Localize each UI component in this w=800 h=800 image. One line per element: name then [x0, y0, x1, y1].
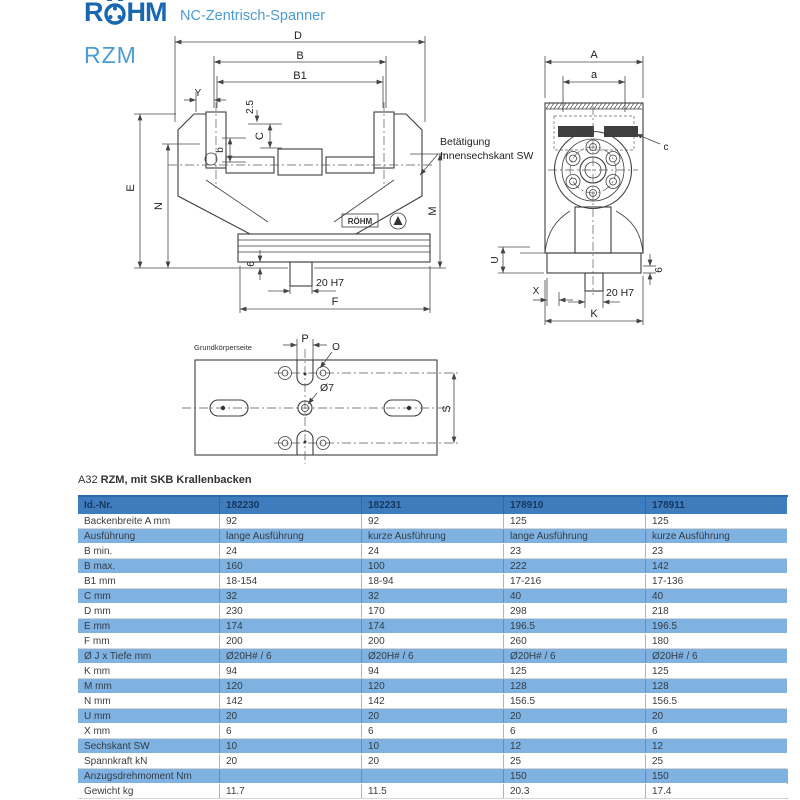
row-value: 170: [362, 604, 504, 619]
row-value: 40: [646, 589, 788, 604]
row-value: kurze Ausführung: [362, 529, 504, 544]
row-value: [220, 769, 362, 784]
table-row: [78, 529, 787, 544]
row-value: 11.7: [220, 784, 362, 799]
row-label: Ausführung: [78, 529, 220, 544]
row-label: D mm: [78, 604, 220, 619]
row-value: 20: [362, 754, 504, 769]
row-value: 150: [504, 769, 646, 784]
table-row: [78, 514, 787, 529]
row-label: X mm: [78, 724, 220, 739]
row-value: 260: [504, 634, 646, 649]
table-row: [78, 709, 787, 724]
row-value: 20.3: [504, 784, 646, 799]
dim-label-s: S: [441, 405, 453, 413]
logo-letter-r: R: [84, 0, 103, 27]
table-row: [78, 544, 787, 559]
dim-label-a-cap: A: [590, 49, 598, 61]
col-header-id: 178910: [504, 497, 646, 514]
row-value: lange Ausführung: [504, 529, 646, 544]
row-value: 125: [646, 664, 788, 679]
roehm-chuck-icon: [103, 0, 127, 27]
row-value: 6: [362, 724, 504, 739]
logo-letters-hm: HM: [126, 0, 167, 27]
row-value: 25: [504, 754, 646, 769]
table-caption: [78, 474, 252, 486]
page-title: NC-Zentrisch-Spanner: [180, 8, 326, 24]
dim-label-u: U: [490, 256, 501, 264]
row-value: 200: [362, 634, 504, 649]
row-value: 298: [504, 604, 646, 619]
row-value: 92: [362, 514, 504, 529]
row-value: 20: [362, 709, 504, 724]
row-value: Ø20H# / 6: [220, 649, 362, 664]
dim-label-20h7: 20 H7: [316, 277, 345, 289]
dim-label-y: Y: [194, 88, 202, 99]
row-value: 17-136: [646, 574, 788, 589]
table-row: [78, 754, 787, 769]
dim-label-20h7-side: 20 H7: [606, 287, 635, 299]
row-label: K mm: [78, 664, 220, 679]
row-value: 10: [220, 739, 362, 754]
col-header-id: 182230: [220, 497, 362, 514]
row-label: Ø J x Tiefe mm: [78, 649, 220, 664]
row-value: 160: [220, 559, 362, 574]
row-value: 94: [220, 664, 362, 679]
row-value: 32: [362, 589, 504, 604]
row-value: 230: [220, 604, 362, 619]
row-value: 128: [646, 679, 788, 694]
table-row: [78, 664, 787, 679]
dim-label-n: N: [153, 202, 165, 210]
row-label: Backenbreite A mm: [78, 514, 220, 529]
callout-actuation-line1: Betätigung: [440, 136, 491, 148]
dim-label-b1: B1: [293, 70, 307, 82]
table-row: [78, 634, 787, 649]
row-value: 32: [220, 589, 362, 604]
row-value: 20: [220, 754, 362, 769]
row-value: 40: [504, 589, 646, 604]
table-header-row: [78, 497, 787, 514]
row-value: 6: [646, 724, 788, 739]
dim-label-m: M: [427, 206, 439, 216]
row-label: N mm: [78, 694, 220, 709]
side-view-drawing: [480, 40, 780, 330]
dim-label-a-small: a: [590, 69, 598, 81]
row-value: Ø20H# / 6: [362, 649, 504, 664]
label-grundkoerperseite: Grundkörperseite: [194, 343, 252, 352]
row-value: 128: [504, 679, 646, 694]
dim-label-e: E: [125, 184, 137, 192]
mini-logo-text: RÖHM: [347, 217, 373, 226]
row-value: 6: [504, 724, 646, 739]
table-row: [78, 589, 787, 604]
row-value: 20: [504, 709, 646, 724]
spec-table-head: [78, 497, 787, 514]
callout-actuation-line2: Innensechskant SW: [440, 150, 534, 162]
row-value: 18-94: [362, 574, 504, 589]
table-row: [78, 679, 787, 694]
row-label: C mm: [78, 589, 220, 604]
row-value: 17-216: [504, 574, 646, 589]
row-label: E mm: [78, 619, 220, 634]
dim-label-dia7: Ø7: [320, 382, 335, 394]
row-value: 125: [504, 514, 646, 529]
col-header-label: Id.-Nr.: [78, 497, 220, 514]
row-value: 12: [646, 739, 788, 754]
dim-label-6: 6: [246, 261, 257, 267]
row-value: Ø20H# / 6: [646, 649, 788, 664]
row-value: 24: [362, 544, 504, 559]
row-value: 94: [362, 664, 504, 679]
row-value: 142: [220, 694, 362, 709]
row-value: 180: [646, 634, 788, 649]
dim-label-p: P: [301, 333, 309, 345]
row-value: 125: [646, 514, 788, 529]
row-value: 20: [220, 709, 362, 724]
row-label: U mm: [78, 709, 220, 724]
row-label: Sechskant SW: [78, 739, 220, 754]
row-value: 174: [362, 619, 504, 634]
table-row: [78, 769, 787, 784]
row-value: 156.5: [504, 694, 646, 709]
dim-label-c: C: [254, 132, 266, 140]
row-value: 142: [362, 694, 504, 709]
row-value: 23: [646, 544, 788, 559]
row-value: Ø20H# / 6: [504, 649, 646, 664]
spec-table-body: [78, 514, 787, 799]
dim-label-b: B: [296, 50, 304, 62]
row-label: B max.: [78, 559, 220, 574]
dim-label-b-small: b: [215, 147, 226, 153]
table-row: [78, 574, 787, 589]
row-value: kurze Ausführung: [646, 529, 788, 544]
row-value: [362, 769, 504, 784]
row-value: 92: [220, 514, 362, 529]
row-value: 150: [646, 769, 788, 784]
row-label: Anzugsdrehmoment Nm: [78, 769, 220, 784]
row-value: 25: [646, 754, 788, 769]
table-row: [78, 694, 787, 709]
table-row: [78, 604, 787, 619]
row-value: 196.5: [504, 619, 646, 634]
row-label: Spannkraft kN: [78, 754, 220, 769]
row-label: Gewicht kg: [78, 784, 220, 799]
dim-label-6-side: 6: [654, 267, 665, 273]
roehm-logo: [84, 0, 167, 27]
table-row: [78, 559, 787, 574]
table-row: [78, 739, 787, 754]
spec-table: [78, 497, 787, 799]
row-label: M mm: [78, 679, 220, 694]
dim-label-o: O: [332, 342, 340, 353]
top-view-drawing: [170, 333, 480, 468]
row-value: 24: [220, 544, 362, 559]
table-row: [78, 724, 787, 739]
row-value: 222: [504, 559, 646, 574]
caption-title: RZM, mit SKB Krallenbacken: [100, 474, 252, 486]
row-value: 10: [362, 739, 504, 754]
col-header-id: 182231: [362, 497, 504, 514]
row-value: 6: [220, 724, 362, 739]
row-value: 18-154: [220, 574, 362, 589]
row-value: 11.5: [362, 784, 504, 799]
row-label: B min.: [78, 544, 220, 559]
row-value: 142: [646, 559, 788, 574]
row-label: F mm: [78, 634, 220, 649]
row-value: 17.4: [646, 784, 788, 799]
row-value: 200: [220, 634, 362, 649]
table-row: [78, 619, 787, 634]
row-value: 125: [504, 664, 646, 679]
row-value: 20: [646, 709, 788, 724]
row-value: 218: [646, 604, 788, 619]
row-value: lange Ausführung: [220, 529, 362, 544]
dim-label-d: D: [294, 30, 302, 42]
row-value: 23: [504, 544, 646, 559]
row-value: 100: [362, 559, 504, 574]
dim-label-x: X: [532, 286, 540, 297]
dim-label-c-small: c: [663, 142, 669, 153]
row-value: 120: [220, 679, 362, 694]
dim-label-2-5: 2.5: [245, 100, 256, 114]
row-value: 120: [362, 679, 504, 694]
table-row: [78, 649, 787, 664]
row-value: 156.5: [646, 694, 788, 709]
row-label: B1 mm: [78, 574, 220, 589]
dim-label-f: F: [331, 296, 339, 308]
dim-label-k: K: [590, 308, 598, 320]
table-row: [78, 784, 787, 799]
row-value: 12: [504, 739, 646, 754]
row-value: 174: [220, 619, 362, 634]
row-value: 196.5: [646, 619, 788, 634]
caption-prefix: A32: [78, 474, 101, 486]
col-header-id: 178911: [646, 497, 788, 514]
series-title: RZM: [84, 42, 137, 68]
